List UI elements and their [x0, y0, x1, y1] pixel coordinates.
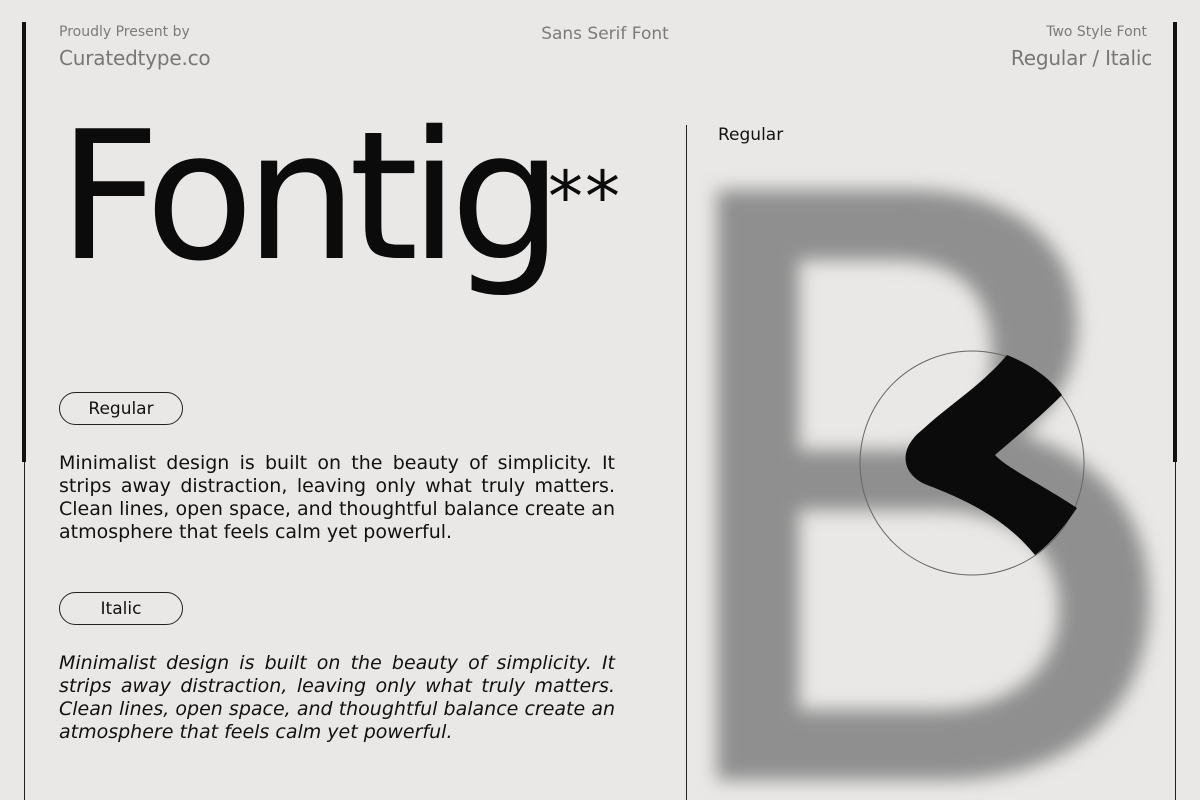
presenter-name: Curatedtype.co — [59, 46, 211, 70]
style-badge-italic — [59, 592, 183, 625]
font-category: Sans Serif Font — [541, 24, 669, 44]
right-accent-bar — [1173, 22, 1177, 462]
style-badge-regular — [59, 392, 183, 425]
style-badge-label: Italic — [100, 598, 142, 619]
regular-sample-paragraph: Minimalist design is built on the beauty of simplicity. It strips away distraction, leaving only what truly matters. Clean lines, open space, and thoughtful balance create an atmosphere that feels calm yet powerful. — [59, 452, 615, 543]
letter-b-specimen-icon — [687, 150, 1173, 800]
style-count-caption: Two Style Font — [1046, 24, 1147, 40]
italic-sample-paragraph: Minimalist design is built on the beauty of simplicity. It strips away distraction, leaving only what truly matters. Clean lines, open space, and thoughtful balance create an atmosphere that feels calm yet powerful. — [59, 652, 615, 743]
specimen-style-label: Regular — [718, 125, 784, 145]
title-asterisks: ** — [548, 156, 622, 238]
presenter-caption: Proudly Present by — [59, 24, 190, 40]
font-name-title: Fontig — [58, 93, 554, 300]
style-names: Regular / Italic — [1010, 46, 1152, 70]
left-accent-bar — [22, 22, 26, 462]
style-badge-label: Regular — [88, 398, 154, 419]
